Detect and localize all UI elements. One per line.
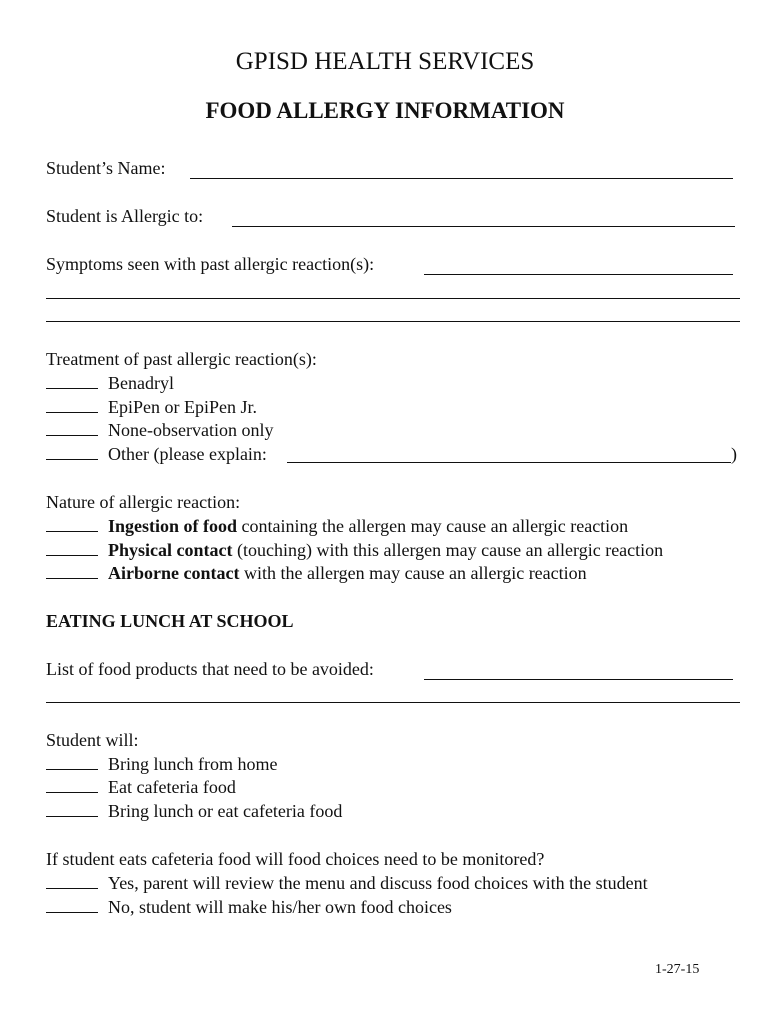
lunch-heading: EATING LUNCH AT SCHOOL [46, 611, 294, 631]
form-subtitle: FOOD ALLERGY INFORMATION [205, 98, 565, 123]
monitor-option-yes[interactable]: Yes, parent will review the menu and discuss food choices with the student [46, 873, 648, 894]
allergic-to-field[interactable] [232, 226, 735, 227]
symptoms-label: Symptoms seen with past allergic reaction(s): [46, 254, 375, 274]
nature-heading: Nature of allergic reaction: [46, 492, 241, 512]
treatment-option-epipen[interactable]: EpiPen or EpiPen Jr. [46, 397, 257, 418]
avoid-list-field-2[interactable] [46, 702, 740, 703]
checkbox-blank[interactable] [46, 898, 98, 913]
page-title: GPISD HEALTH SERVICES [235, 48, 535, 75]
checkbox-blank[interactable] [46, 778, 98, 793]
avoid-list-field-1[interactable] [424, 679, 733, 680]
allergic-to-label: Student is Allergic to: [46, 206, 204, 226]
treatment-option-observation[interactable]: None-observation only [46, 420, 273, 441]
nature-option-physical[interactable]: Physical contact (touching) with this allergen may cause an allergic reaction [46, 540, 663, 561]
avoid-list-label: List of food products that need to be avoided: [46, 659, 374, 679]
lunch-option-cafeteria[interactable]: Eat cafeteria food [46, 777, 236, 798]
checkbox-blank[interactable] [46, 802, 98, 817]
other-explain-field[interactable] [287, 462, 731, 463]
checkbox-blank[interactable] [46, 564, 98, 579]
checkbox-blank[interactable] [46, 874, 98, 889]
monitor-question: If student eats cafeteria food will food choices need to be monitored? [46, 849, 545, 869]
checkbox-blank[interactable] [46, 374, 98, 389]
student-will-heading: Student will: [46, 730, 139, 750]
nature-option-airborne[interactable]: Airborne contact with the allergen may cause an allergic reaction [46, 563, 587, 584]
checkbox-blank[interactable] [46, 445, 98, 460]
nature-option-ingestion[interactable]: Ingestion of food containing the allergen may cause an allergic reaction [46, 516, 628, 537]
monitor-option-no[interactable]: No, student will make his/her own food choices [46, 897, 452, 918]
symptoms-field-1[interactable] [424, 274, 733, 275]
checkbox-blank[interactable] [46, 755, 98, 770]
lunch-option-home[interactable]: Bring lunch from home [46, 754, 277, 775]
treatment-option-other[interactable]: Other (please explain: [46, 444, 267, 465]
checkbox-blank[interactable] [46, 541, 98, 556]
student-name-label: Student’s Name: [46, 158, 166, 178]
symptoms-field-3[interactable] [46, 321, 740, 322]
treatment-option-benadryl[interactable]: Benadryl [46, 373, 174, 394]
checkbox-blank[interactable] [46, 421, 98, 436]
revision-date: 1-27-15 [655, 962, 700, 977]
symptoms-field-2[interactable] [46, 298, 740, 299]
treatment-heading: Treatment of past allergic reaction(s): [46, 349, 317, 369]
checkbox-blank[interactable] [46, 398, 98, 413]
other-close-paren: ) [731, 444, 737, 464]
lunch-option-either[interactable]: Bring lunch or eat cafeteria food [46, 801, 342, 822]
checkbox-blank[interactable] [46, 517, 98, 532]
student-name-field[interactable] [190, 178, 733, 179]
